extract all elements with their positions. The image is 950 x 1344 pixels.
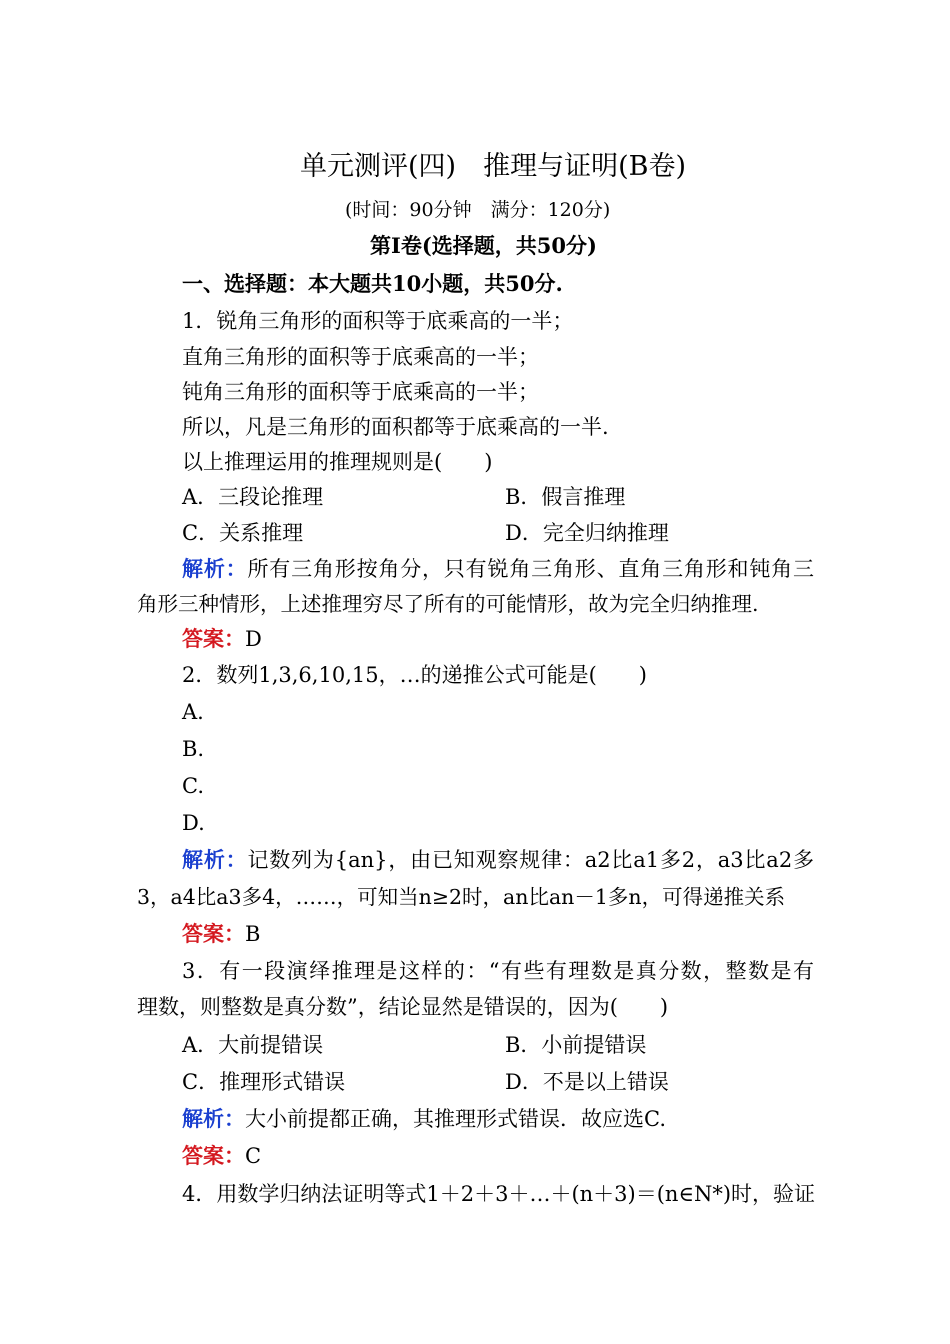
q1-analysis-label: 解析： xyxy=(182,556,248,581)
q1-stem-line: 1．锐角三角形的面积等于底乘高的一半； xyxy=(182,309,574,333)
q3-option-d: D．不是以上错误 xyxy=(505,1070,669,1094)
q1-answer-value: D xyxy=(245,627,262,651)
q3-analysis-text: 大小前提都正确，其推理形式错误．故应选C. xyxy=(245,1107,666,1131)
q1-stem-line: 钝角三角形的面积等于底乘高的一半； xyxy=(182,380,539,404)
q1-stem-line: 以上推理运用的推理规则是( ) xyxy=(182,450,493,474)
q1-option-a: A．三段论推理 xyxy=(182,485,324,509)
q2-option-b: B. xyxy=(182,737,205,761)
q2-analysis-text: 记数列为{an}，由已知观察规律：a2比a1多2，a3比a2多 xyxy=(247,848,814,872)
q2-answer-label: 答案： xyxy=(182,921,245,946)
q1-option-c: C．关系推理 xyxy=(182,521,304,545)
q2-option-d: D. xyxy=(182,811,205,835)
q2-answer-value: B xyxy=(245,922,261,946)
q3-option-c: C．推理形式错误 xyxy=(182,1070,346,1094)
time-info: (时间：90分钟 满分：120分) xyxy=(345,199,611,221)
q3-answer-label: 答案： xyxy=(182,1143,245,1168)
q2-option-c: C. xyxy=(182,774,204,798)
q3-option-b: B．小前提错误 xyxy=(505,1033,647,1057)
document-title: 单元测评(四) 推理与证明(B卷) xyxy=(300,151,686,182)
part-heading: 一、选择题：本大题共10小题，共50分. xyxy=(182,271,563,296)
q2-answer xyxy=(182,920,260,948)
q2-option-a: A. xyxy=(182,700,204,724)
q1-analysis-text: 所有三角形按角分，只有锐角三角形、直角三角形和钝角三 xyxy=(247,557,815,581)
q3-stem: 3．有一段演绎推理是这样的：“有些有理数是真分数，整数是有 xyxy=(182,959,814,983)
q1-stem-line: 直角三角形的面积等于底乘高的一半； xyxy=(182,345,539,369)
q1-analysis-cont: 角形三种情形，上述推理穷尽了所有的可能情形，故为完全归纳推理. xyxy=(137,592,759,616)
q2-analysis xyxy=(182,846,814,874)
q3-option-a: A．大前提错误 xyxy=(182,1033,324,1057)
q1-stem-line: 所以，凡是三角形的面积都等于底乘高的一半. xyxy=(182,415,609,439)
section-heading: 第Ⅰ卷(选择题，共50分) xyxy=(370,233,597,258)
q4-stem: 4．用数学归纳法证明等式1＋2＋3＋…＋(n＋3)＝(n∈N*)时，验证 xyxy=(182,1182,816,1206)
q2-analysis-cont: 3，a4比a3多4，……，可知当n≥2时，an比an－1多n，可得递推关系 xyxy=(137,885,786,909)
q3-stem-cont: 理数，则整数是真分数”，结论显然是错误的，因为( ) xyxy=(137,995,669,1019)
q3-answer-value: C xyxy=(245,1144,262,1168)
q1-option-d: D．完全归纳推理 xyxy=(505,521,669,545)
q1-answer-label: 答案： xyxy=(182,626,245,651)
q1-analysis xyxy=(182,555,814,583)
q2-stem: 2．数列1,3,6,10,15，…的递推公式可能是( ) xyxy=(182,663,647,687)
q3-analysis xyxy=(182,1105,666,1133)
q1-answer xyxy=(182,625,262,653)
q1-option-b: B．假言推理 xyxy=(505,485,626,509)
q3-answer xyxy=(182,1142,261,1170)
q2-analysis-label: 解析： xyxy=(182,847,248,872)
q3-analysis-label: 解析： xyxy=(182,1106,245,1131)
